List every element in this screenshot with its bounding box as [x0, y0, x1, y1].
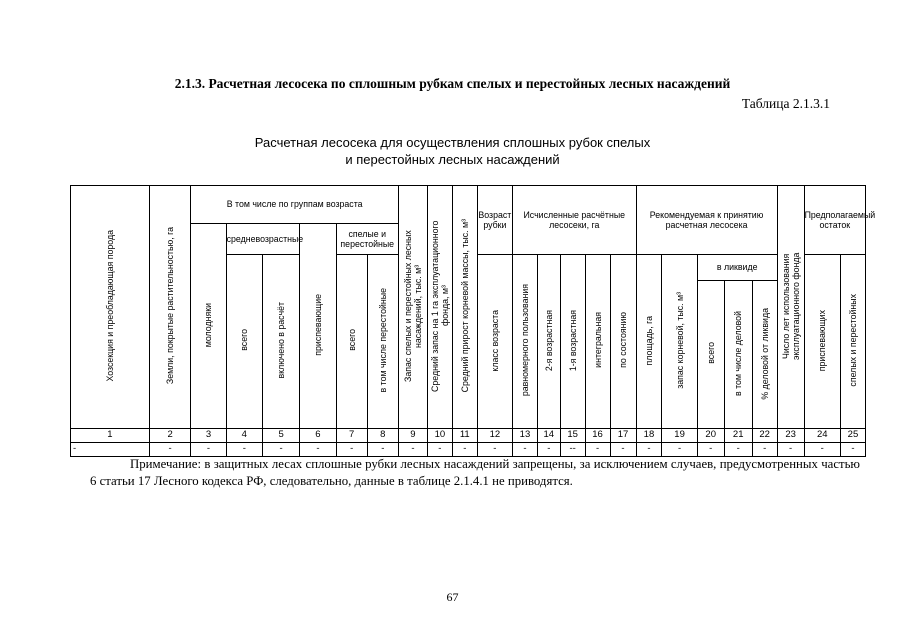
- header-mature-total: всего: [336, 255, 367, 429]
- column-number: 15: [560, 429, 585, 443]
- column-number: 20: [697, 429, 724, 443]
- table-cell: -: [262, 443, 299, 457]
- column-number: 21: [724, 429, 752, 443]
- table-cell: -: [513, 443, 538, 457]
- header-recommended: Рекомендуемая к принятию расчетная лесосека: [636, 186, 777, 255]
- header-middle-aged: средневозрастные: [226, 224, 300, 255]
- header-hozsection: Хозсекция и преобладающая порода: [71, 186, 150, 429]
- cutting-area-table: [70, 185, 876, 457]
- column-number: 10: [427, 429, 452, 443]
- header-calculated: Исчисленные расчётные лесосеки, га: [513, 186, 637, 255]
- table-cell: -: [752, 443, 777, 457]
- header-overmature: в том числе перестойные: [367, 255, 398, 429]
- table-cell: -: [662, 443, 697, 457]
- column-number: 5: [262, 429, 299, 443]
- table-cell: -: [191, 443, 226, 457]
- column-number: 19: [662, 429, 697, 443]
- column-number: 13: [513, 429, 538, 443]
- table-cell: -: [804, 443, 840, 457]
- table-cell: -: [477, 443, 512, 457]
- column-numbers-row: [71, 429, 866, 443]
- header-covered-lands: Земли, покрытые растительностью, га: [149, 186, 191, 429]
- header-liquid-total: всего: [697, 281, 724, 429]
- header-age-class: класс возраста: [477, 255, 512, 429]
- header-predicted-remainder: Предполагаемый остаток: [804, 186, 865, 255]
- column-number: 14: [537, 429, 560, 443]
- section-title: 2.1.3. Расчетная лесосека по сплошным рубкам спелых и перестойных лесных насаждений: [174, 76, 731, 91]
- table-cell: -: [724, 443, 752, 457]
- column-number: 3: [191, 429, 226, 443]
- table-cell: --: [560, 443, 585, 457]
- header-business: в том числе деловой: [724, 281, 752, 429]
- header-business-pct: % деловой от ликвида: [752, 281, 777, 429]
- table-caption-line-1: Расчетная лесосека для осуществления сплошных рубок спелых: [254, 135, 651, 150]
- column-number: 1: [71, 429, 150, 443]
- column-number: 2: [149, 429, 191, 443]
- table-cell: -: [71, 443, 150, 457]
- column-number: 22: [752, 429, 777, 443]
- table-cell: -: [697, 443, 724, 457]
- header-avg-stock: Средний запас на 1 га эксплуатационного фонда, м³: [427, 186, 452, 429]
- table-cell: -: [226, 443, 262, 457]
- column-number: 17: [610, 429, 636, 443]
- page-number: 67: [446, 590, 459, 604]
- column-number: 11: [452, 429, 477, 443]
- header-young: молодняки: [191, 224, 226, 429]
- column-number: 25: [840, 429, 865, 443]
- header-mature-overmature: спелые и перестойные: [336, 224, 398, 255]
- table-cell: -: [149, 443, 191, 457]
- table-cell: -: [427, 443, 452, 457]
- header-liquid: в ликвиде: [697, 255, 777, 281]
- table-cell: -: [300, 443, 336, 457]
- column-number: 12: [477, 429, 512, 443]
- note-paragraph: Примечание: в защитных лесах сплошные рубки лесных насаждений запрещены, за исключением случаев, предусмотренных частью 6 статьи 17 Лесного кодекса РФ, следовательно, данные в таблице 2.1.4.1 не приводятся.: [90, 457, 860, 488]
- header-years-use: Число лет использования эксплуатационного фонда: [777, 186, 804, 429]
- table-cell: -: [840, 443, 865, 457]
- header-avg-increment: Средний прирост корневой массы, тыс. м³: [452, 186, 477, 429]
- header-uniform: равномерного пользования: [513, 255, 538, 429]
- header-maturing: приспевающие: [300, 224, 336, 429]
- column-number: 9: [398, 429, 427, 443]
- table-row: [71, 443, 866, 457]
- column-number: 8: [367, 429, 398, 443]
- table-cell: -: [336, 443, 367, 457]
- column-number: 16: [585, 429, 610, 443]
- table-cell: -: [636, 443, 662, 457]
- header-remainder-maturing: приспевающих: [804, 255, 840, 429]
- header-integral: интегральная: [585, 255, 610, 429]
- table-cell: -: [398, 443, 427, 457]
- table-cell: -: [452, 443, 477, 457]
- header-root-stock: запас корневой, тыс. м³: [662, 255, 697, 429]
- header-middle-included: включено в расчёт: [262, 255, 299, 429]
- column-number: 24: [804, 429, 840, 443]
- table-cell: -: [537, 443, 560, 457]
- table-cell: -: [777, 443, 804, 457]
- table-cell: -: [610, 443, 636, 457]
- table-label: Таблица 2.1.3.1: [741, 96, 830, 111]
- header-first-age: 1-я возрастная: [560, 255, 585, 429]
- column-number: 23: [777, 429, 804, 443]
- column-number: 4: [226, 429, 262, 443]
- header-stock: Запас спелых и перестойных лесных насаждений, тыс. м³: [398, 186, 427, 429]
- header-felling-age: Возраст рубки: [477, 186, 512, 255]
- column-number: 7: [336, 429, 367, 443]
- table-cell: -: [367, 443, 398, 457]
- table-caption-line-2: и перестойных лесных насаждений: [345, 152, 560, 167]
- header-area: площадь, га: [636, 255, 662, 429]
- header-remainder-mature: спелых и перестойных: [840, 255, 865, 429]
- header-age-groups: В том числе по группам возраста: [191, 186, 399, 224]
- header-by-condition: по состоянию: [610, 255, 636, 429]
- column-number: 6: [300, 429, 336, 443]
- header-second-age: 2-я возрастная: [537, 255, 560, 429]
- column-number: 18: [636, 429, 662, 443]
- table-cell: -: [585, 443, 610, 457]
- header-middle-total: всего: [226, 255, 262, 429]
